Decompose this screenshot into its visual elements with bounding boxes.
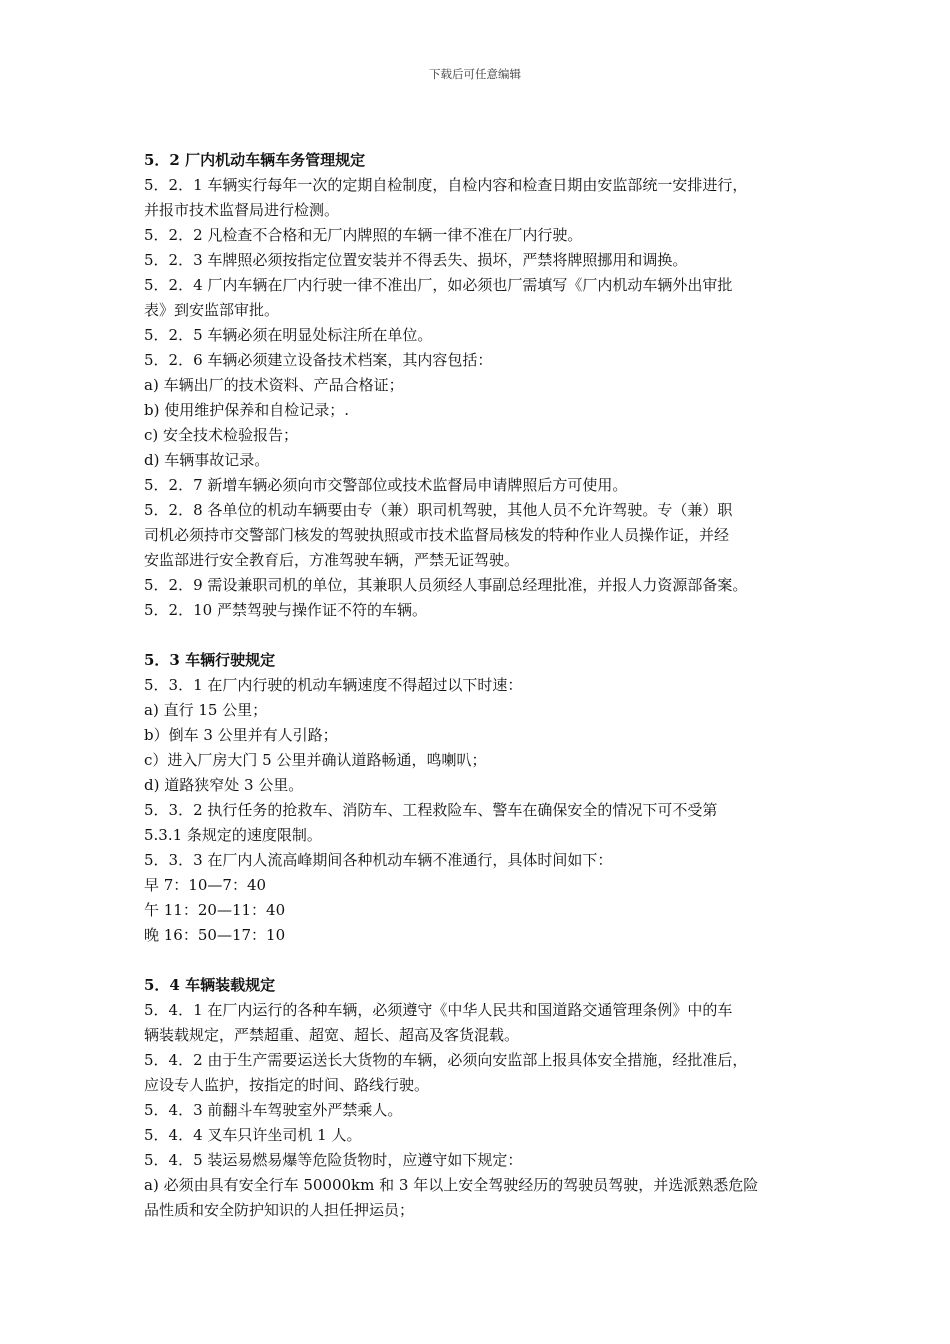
paragraph-line: 5．2．2 凡检查不合格和无厂内牌照的车辆一律不准在厂内行驶。: [144, 226, 583, 244]
paragraph-line: b) 使用维护保养和自检记录；.: [144, 401, 349, 419]
paragraph-line: 5．2．8 各单位的机动车辆要由专（兼）职司机驾驶，其他人员不允许驾驶。专（兼）职: [144, 501, 733, 519]
paragraph-line: 5.3.1 条规定的速度限制。: [144, 826, 322, 844]
paragraph-line: 5．2．3 车牌照必须按指定位置安装并不得丢失、损坏，严禁将牌照挪用和调换。: [144, 251, 688, 269]
section-spacer: [144, 948, 824, 973]
paragraph-line: 5．2．1 车辆实行每年一次的定期自检制度，自检内容和检查日期由安监部统一安排进行，: [144, 176, 748, 194]
section-heading: 5．4 车辆装载规定: [144, 976, 276, 994]
paragraph-line: 应设专人监护，按指定的时间、路线行驶。: [144, 1076, 430, 1094]
paragraph-line: 司机必须持市交警部门核发的驾驶执照或市技术监督局核发的特种作业人员操作证，并经: [144, 526, 730, 544]
paragraph-line: 5．3．2 执行任务的抢救车、消防车、工程救险车、警车在确保安全的情况下可不受第: [144, 801, 718, 819]
paragraph-line: 安监部进行安全教育后，方准驾驶车辆，严禁无证驾驶。: [144, 551, 520, 569]
paragraph-line: 午 11：20—11：40: [144, 901, 286, 919]
paragraph-line: b）倒车 3 公里并有人引路；: [144, 726, 338, 744]
section-heading: 5．3 车辆行驶规定: [144, 651, 276, 669]
paragraph-line: 5．2．10 严禁驾驶与操作证不符的车辆。: [144, 601, 427, 619]
paragraph-line: 5．2．9 需设兼职司机的单位，其兼职人员须经人事副总经理批准，并报人力资源部备案。: [144, 576, 748, 594]
section-heading: 5．2 厂内机动车辆车务管理规定: [144, 151, 366, 169]
paragraph-line: 辆装载规定，严禁超重、超宽、超长、超高及客货混载。: [144, 1026, 520, 1044]
paragraph-line: 5．2．5 车辆必须在明显处标注所在单位。: [144, 326, 433, 344]
page-header: 下载后可任意编辑: [429, 67, 521, 81]
paragraph-line: 晚 16：50—17：10: [144, 926, 286, 944]
paragraph-line: 5．2．6 车辆必须建立设备技术档案，其内容包括：: [144, 351, 493, 369]
document-body: [144, 148, 824, 1223]
paragraph-line: 并报市技术监督局进行检测。: [144, 201, 340, 219]
paragraph-line: a) 车辆出厂的技术资料、产品合格证；: [144, 376, 404, 394]
paragraph-line: 5．4．2 由于生产需要运送长大货物的车辆，必须向安监部上报具体安全措施，经批准后，: [144, 1051, 748, 1069]
paragraph-line: 品性质和安全防护知识的人担任押运员；: [144, 1201, 415, 1219]
paragraph-line: 5．2．7 新增车辆必须向市交警部位或技术监督局申请牌照后方可使用。: [144, 476, 628, 494]
paragraph-line: 5．4．5 装运易燃易爆等危险货物时，应遵守如下规定：: [144, 1151, 523, 1169]
paragraph-line: c）进入厂房大门 5 公里并确认道路畅通，鸣喇叭；: [144, 751, 487, 769]
paragraph-line: 5．4．3 前翻斗车驾驶室外严禁乘人。: [144, 1101, 403, 1119]
paragraph-line: 5．4．4 叉车只许坐司机 1 人。: [144, 1126, 362, 1144]
paragraph-line: 5．4．1 在厂内运行的各种车辆，必须遵守《中华人民共和国道路交通管理条例》中的车: [144, 1001, 733, 1019]
paragraph-line: 5．3．1 在厂内行驶的机动车辆速度不得超过以下时速：: [144, 676, 523, 694]
paragraph-line: 5．2．4 厂内车辆在厂内行驶一律不准出厂，如必须也厂需填写《厂内机动车辆外出审批: [144, 276, 733, 294]
paragraph-line: 表》到安监部审批。: [144, 301, 280, 319]
paragraph-line: c) 安全技术检验报告；: [144, 426, 299, 444]
paragraph-line: a) 直行 15 公里；: [144, 701, 268, 719]
section-spacer: [144, 623, 824, 648]
paragraph-line: 5．3．3 在厂内人流高峰期间各种机动车辆不准通行，具体时间如下：: [144, 851, 613, 869]
paragraph-line: 早 7：10—7：40: [144, 876, 267, 894]
paragraph-line: d) 道路狭窄处 3 公里。: [144, 776, 304, 794]
paragraph-line: d) 车辆事故记录。: [144, 451, 270, 469]
paragraph-line: a) 必须由具有安全行车 50000km 和 3 年以上安全驾驶经历的驾驶员驾驶，并选派熟悉危险: [144, 1176, 759, 1194]
